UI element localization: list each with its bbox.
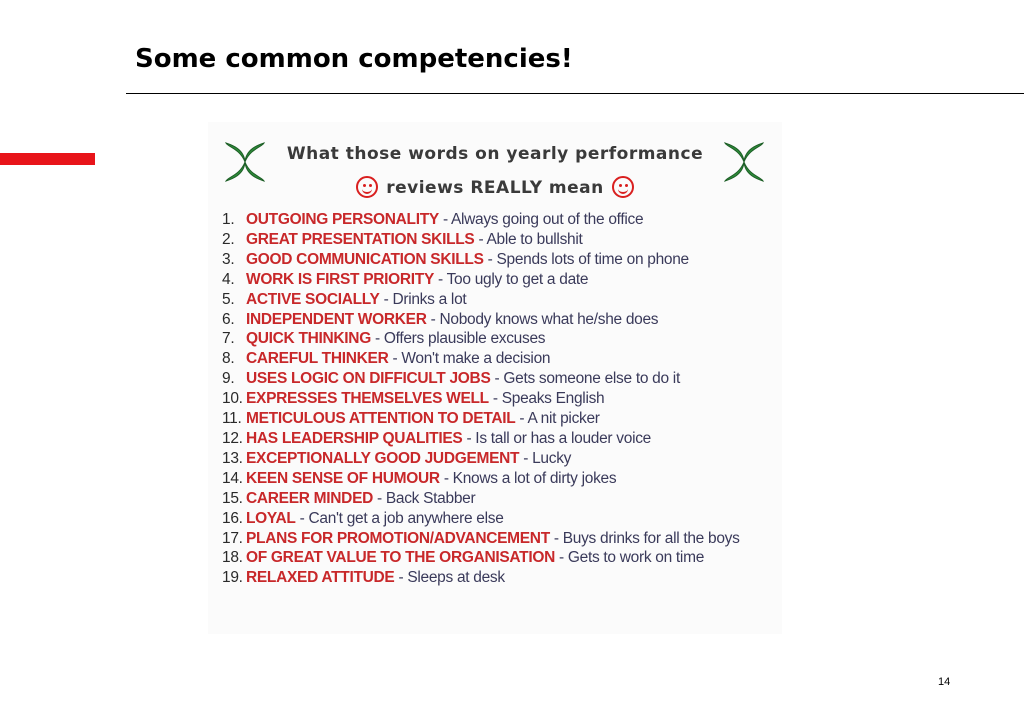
list-item-body bbox=[246, 329, 777, 349]
slide-title: Some common competencies! bbox=[135, 44, 573, 74]
cartoon-heading-line1: What those words on yearly performance bbox=[286, 144, 704, 164]
list-item-number: 13. bbox=[222, 449, 243, 467]
list-item-body bbox=[246, 529, 777, 549]
list-item-number: 3. bbox=[222, 250, 235, 268]
list-item-term: GOOD COMMUNICATION SKILLS bbox=[246, 250, 484, 268]
list-item-body bbox=[246, 429, 777, 449]
list-item-meaning: - Spends lots of time on phone bbox=[483, 250, 689, 268]
list-item bbox=[222, 270, 777, 290]
list-item-meaning: - Nobody knows what he/she does bbox=[426, 310, 659, 328]
list-item-meaning: - Too ugly to get a date bbox=[434, 270, 589, 288]
list-item-meaning: - Gets someone else to do it bbox=[490, 370, 680, 388]
list-item-number: 18. bbox=[222, 549, 243, 567]
list-item-meaning: - Able to bullshit bbox=[474, 230, 583, 248]
list-item-body bbox=[246, 270, 777, 290]
list-item-number: 17. bbox=[222, 529, 243, 547]
list-item-term: ACTIVE SOCIALLY bbox=[246, 290, 380, 308]
list-item-term: RELAXED ATTITUDE bbox=[246, 569, 395, 587]
list-item-term: KEEN SENSE OF HUMOUR bbox=[246, 469, 440, 487]
list-item-term: CAREFUL THINKER bbox=[246, 350, 389, 368]
list-item-meaning: - A nit picker bbox=[515, 410, 600, 428]
list-item bbox=[222, 369, 777, 389]
list-item-body bbox=[246, 389, 777, 409]
list-item-term: GREAT PRESENTATION SKILLS bbox=[246, 230, 475, 248]
list-item-number: 6. bbox=[222, 310, 235, 328]
list-item-meaning: - Buys drinks for all the boys bbox=[549, 529, 740, 547]
list-item-number: 8. bbox=[222, 350, 235, 368]
list-item-term: PLANS FOR PROMOTION/ADVANCEMENT bbox=[246, 529, 550, 547]
list-item-term: OF GREAT VALUE TO THE ORGANISATION bbox=[246, 549, 555, 567]
list-item bbox=[222, 449, 777, 469]
cartoon-heading-line2 bbox=[208, 176, 782, 198]
list-item-body bbox=[246, 469, 777, 489]
list-item-term: CAREER MINDED bbox=[246, 489, 373, 507]
list-item bbox=[222, 290, 777, 310]
list-item-term: WORK IS FIRST PRIORITY bbox=[246, 270, 435, 288]
list-item-meaning: - Sleeps at desk bbox=[394, 569, 505, 587]
list-item bbox=[222, 568, 777, 588]
list-item-term: USES LOGIC ON DIFFICULT JOBS bbox=[246, 370, 491, 388]
list-item-meaning: - Lucky bbox=[519, 449, 572, 467]
list-item-number: 12. bbox=[222, 429, 243, 447]
list-item bbox=[222, 489, 777, 509]
list-item-term: HAS LEADERSHIP QUALITIES bbox=[246, 429, 463, 447]
list-item bbox=[222, 509, 777, 529]
list-item bbox=[222, 529, 777, 549]
list-item-number: 16. bbox=[222, 509, 243, 527]
list-item bbox=[222, 349, 777, 369]
list-item-body bbox=[246, 449, 777, 469]
list-item-number: 19. bbox=[222, 569, 243, 587]
list-item-meaning: - Speaks English bbox=[488, 390, 605, 408]
list-item bbox=[222, 548, 777, 568]
list-item bbox=[222, 409, 777, 429]
list-item-term: INDEPENDENT WORKER bbox=[246, 310, 427, 328]
list-item bbox=[222, 210, 777, 230]
list-item-term: LOYAL bbox=[246, 509, 296, 527]
list-item-number: 4. bbox=[222, 270, 235, 288]
cartoon-heading-line2-text: reviews REALLY mean bbox=[386, 178, 604, 198]
list-item bbox=[222, 469, 777, 489]
list-item-term: EXPRESSES THEMSELVES WELL bbox=[246, 390, 489, 408]
list-item-number: 9. bbox=[222, 370, 235, 388]
list-item-meaning: - Back Stabber bbox=[373, 489, 476, 507]
list-item bbox=[222, 310, 777, 330]
list-item-number: 14. bbox=[222, 469, 243, 487]
list-item-number: 10. bbox=[222, 390, 243, 408]
list-item-meaning: - Is tall or has a louder voice bbox=[462, 429, 651, 447]
list-item-number: 5. bbox=[222, 290, 235, 308]
list-item-body bbox=[246, 409, 777, 429]
list-item-body bbox=[246, 210, 777, 230]
list-item-body bbox=[246, 310, 777, 330]
list-item bbox=[222, 329, 777, 349]
list-item-term: METICULOUS ATTENTION TO DETAIL bbox=[246, 410, 516, 428]
list-item-body bbox=[246, 489, 777, 509]
title-divider bbox=[126, 93, 1024, 94]
list-item-meaning: - Gets to work on time bbox=[555, 549, 705, 567]
list-item-body bbox=[246, 568, 777, 588]
list-item-number: 15. bbox=[222, 489, 243, 507]
smiley-icon bbox=[356, 176, 378, 198]
list-item-body bbox=[246, 548, 777, 568]
list-item-term: EXCEPTIONALLY GOOD JUDGEMENT bbox=[246, 449, 520, 467]
list-item-meaning: - Can't get a job anywhere else bbox=[295, 509, 504, 527]
list-item bbox=[222, 389, 777, 409]
list-item-number: 11. bbox=[222, 410, 242, 428]
list-item-meaning: - Always going out of the office bbox=[438, 211, 644, 228]
list-item-term: OUTGOING PERSONALITY bbox=[246, 211, 439, 228]
list-item bbox=[222, 250, 777, 270]
list-item-term: QUICK THINKING bbox=[246, 330, 371, 348]
cartoon-image bbox=[208, 122, 782, 634]
list-item-meaning: - Won't make a decision bbox=[388, 350, 551, 368]
list-item-number: 2. bbox=[222, 230, 235, 248]
list-item-number: 1. bbox=[222, 211, 235, 228]
list-item-number: 7. bbox=[222, 330, 235, 348]
page-number: 14 bbox=[938, 676, 951, 688]
meaning-list bbox=[222, 210, 777, 588]
accent-bar bbox=[0, 153, 95, 165]
list-item-meaning: - Knows a lot of dirty jokes bbox=[439, 469, 617, 487]
list-item bbox=[222, 230, 777, 250]
list-item-body bbox=[246, 290, 777, 310]
list-item-body bbox=[246, 509, 777, 529]
list-item-body bbox=[246, 369, 777, 389]
list-item-meaning: - Offers plausible excuses bbox=[370, 330, 546, 348]
list-item-body bbox=[246, 230, 777, 250]
smiley-icon bbox=[612, 176, 634, 198]
list-item-meaning: - Drinks a lot bbox=[379, 290, 467, 308]
list-item bbox=[222, 429, 777, 449]
list-item-body bbox=[246, 349, 777, 369]
list-item-body bbox=[246, 250, 777, 270]
